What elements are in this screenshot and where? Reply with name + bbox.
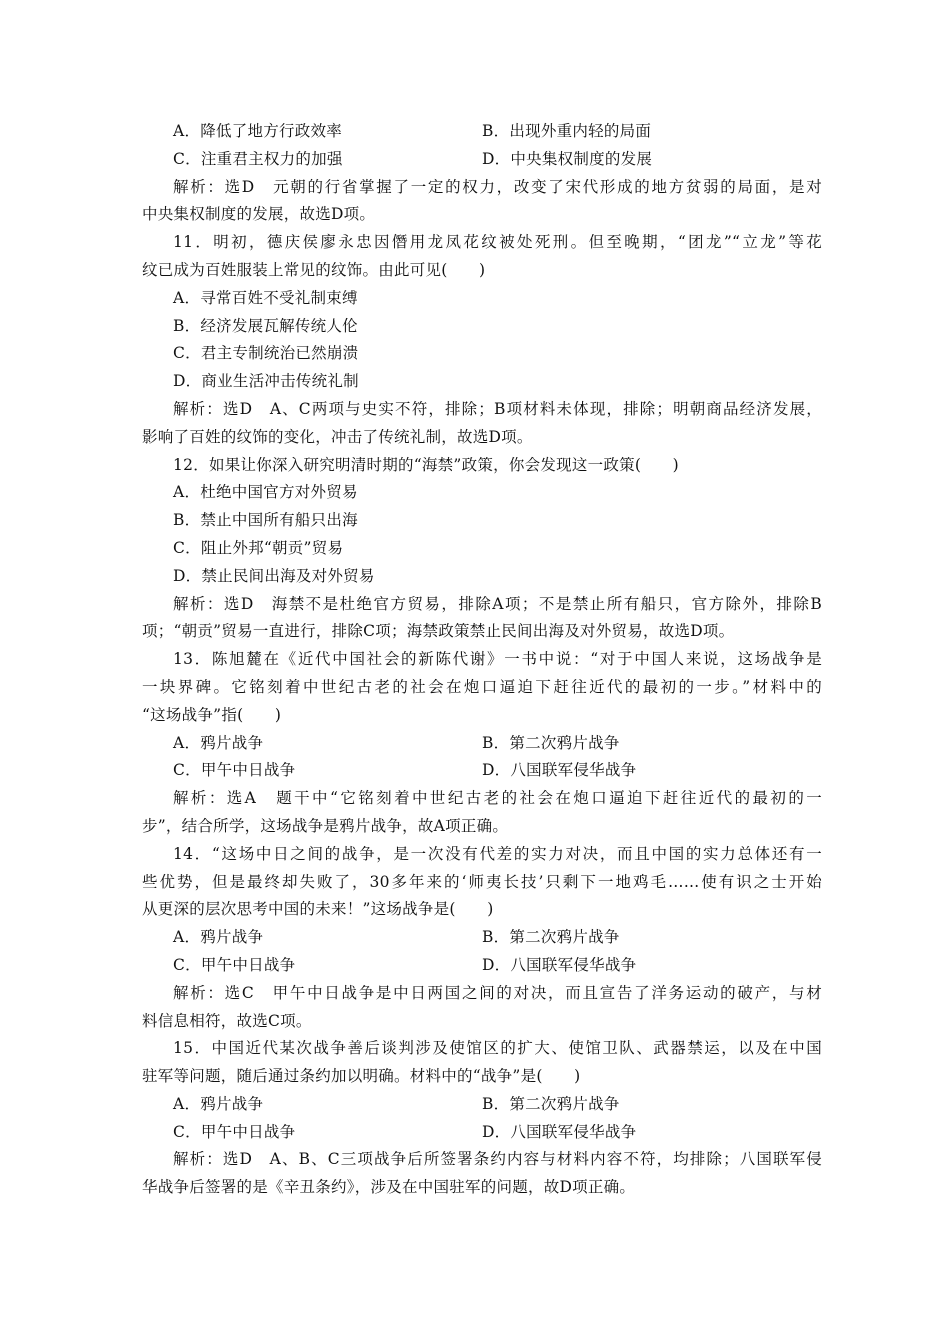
q14-analysis-line-2: 料信息相符，故选C项。 bbox=[142, 1011, 312, 1030]
q15-analysis-line-2: 华战争后签署的是《辛丑条约》，涉及在中国驻军的问题，故D项正确。 bbox=[142, 1178, 636, 1197]
q11-option-b: B．经济发展瓦解传统人伦 bbox=[173, 316, 358, 335]
q14-option-d: D．八国联军侵华战争 bbox=[482, 955, 637, 974]
q13-option-a: A．鸦片战争 bbox=[173, 733, 264, 752]
q15-option-c: C．甲午中日战争 bbox=[173, 1122, 296, 1141]
q14-options-row-2 bbox=[142, 952, 822, 980]
q13-stem-line-1: 13．陈旭麓在《近代中国社会的新陈代谢》一书中说：“对于中国人来说，这场战争是 bbox=[173, 650, 822, 669]
q13-stem-line-3: “这场战争”指( ) bbox=[142, 705, 282, 724]
q10-option-d: D．中央集权制度的发展 bbox=[482, 149, 653, 168]
q13-option-b: B．第二次鸦片战争 bbox=[482, 733, 620, 752]
q12-option-d: D．禁止民间出海及对外贸易 bbox=[173, 566, 375, 585]
q13-option-c: C．甲午中日战争 bbox=[173, 761, 296, 780]
q10-analysis-line-2: 中央集权制度的发展，故选D项。 bbox=[142, 205, 376, 224]
q15-option-a: A．鸦片战争 bbox=[173, 1094, 264, 1113]
q13-analysis-line-2: 步”，结合所学，这场战争是鸦片战争，故A项正确。 bbox=[142, 816, 509, 835]
document-page bbox=[142, 118, 822, 1202]
q12-analysis-line-1: 解析：选D 海禁不是杜绝官方贸易，排除A项；不是禁止所有船只，官方除外，排除B bbox=[173, 594, 822, 613]
q11-option-d: D．商业生活冲击传统礼制 bbox=[173, 372, 359, 391]
q11-analysis-line-1: 解析：选D A、C两项与史实不符，排除；B项材料未体现，排除；明朝商品经济发展， bbox=[173, 399, 822, 418]
q11-stem-line-2: 纹已成为百姓服装上常见的纹饰。由此可见( ) bbox=[142, 260, 486, 279]
q10-option-a: A．降低了地方行政效率 bbox=[173, 122, 342, 140]
q13-stem-line-2: 一块界碑。它铭刻着中世纪古老的社会在炮口逼迫下赶往近代的最初的一步。”材料中的 bbox=[142, 677, 822, 696]
q10-options-row-2 bbox=[142, 146, 822, 174]
q14-stem-line-2: 些优势，但是最终却失败了，30多年来的‘师夷长技’只剩下一地鸡毛……使有识之士开始 bbox=[142, 872, 822, 891]
q14-stem-line-1: 14．“这场中日之间的战争，是一次没有代差的实力对决，而且中国的实力总体还有一 bbox=[173, 844, 822, 863]
q13-options-row-1 bbox=[142, 730, 822, 758]
q12-option-b: B．禁止中国所有船只出海 bbox=[173, 511, 358, 530]
q14-analysis-line-1: 解析：选C 甲午中日战争是中日两国之间的对决，而且宣告了洋务运动的破产，与材 bbox=[173, 983, 822, 1002]
q14-stem-line-3: 从更深的层次思考中国的未来！”这场战争是( ) bbox=[142, 900, 494, 919]
q10-analysis-line-1: 解析：选D 元朝的行省掌握了一定的权力，改变了宋代形成的地方贫弱的局面，是对 bbox=[173, 177, 822, 196]
q15-stem-line-1: 15．中国近代某次战争善后谈判涉及使馆区的扩大、使馆卫队、武器禁运，以及在中国 bbox=[173, 1039, 822, 1058]
q11-option-c: C．君主专制统治已然崩溃 bbox=[173, 344, 359, 363]
q14-option-c: C．甲午中日战争 bbox=[173, 955, 296, 974]
q12-option-c: C．阻止外邦“朝贡”贸易 bbox=[173, 538, 344, 557]
q10-options-row-1 bbox=[142, 118, 822, 146]
q13-analysis-line-1: 解析：选A 题干中“它铭刻着中世纪古老的社会在炮口逼迫下赶往近代的最初的一 bbox=[173, 789, 822, 808]
q11-analysis-line-2: 影响了百姓的纹饰的变化，冲击了传统礼制，故选D项。 bbox=[142, 427, 533, 446]
q14-option-b: B．第二次鸦片战争 bbox=[482, 928, 620, 947]
q11-option-a: A．寻常百姓不受礼制束缚 bbox=[173, 288, 358, 307]
q13-option-d: D．八国联军侵华战争 bbox=[482, 761, 637, 780]
q10-option-b: B．出现外重内轻的局面 bbox=[482, 122, 652, 140]
q15-options-row-2 bbox=[142, 1119, 822, 1147]
q12-option-a: A．杜绝中国官方对外贸易 bbox=[173, 483, 358, 502]
q12-stem-line-1: 12．如果让你深入研究明清时期的“海禁”政策，你会发现这一政策( ) bbox=[173, 455, 679, 474]
q14-option-a: A．鸦片战争 bbox=[173, 928, 264, 947]
q15-options-row-1 bbox=[142, 1091, 822, 1119]
q12-analysis-line-2: 项；“朝贡”贸易一直进行，排除C项；海禁政策禁止民间出海及对外贸易，故选D项。 bbox=[142, 622, 735, 641]
q15-option-b: B．第二次鸦片战争 bbox=[482, 1094, 620, 1113]
q14-options-row-1 bbox=[142, 924, 822, 952]
q15-analysis-line-1: 解析：选D A、B、C三项战争后所签署条约内容与材料内容不符，均排除；八国联军侵 bbox=[173, 1150, 822, 1169]
q15-option-d: D．八国联军侵华战争 bbox=[482, 1122, 637, 1141]
q10-option-c: C．注重君主权力的加强 bbox=[173, 149, 343, 168]
q15-stem-line-2: 驻军等问题，随后通过条约加以明确。材料中的“战争”是( ) bbox=[142, 1067, 581, 1086]
q13-options-row-2 bbox=[142, 757, 822, 785]
q11-stem-line-1: 11．明初，德庆侯廖永忠因僭用龙凤花纹被处死刑。但至晚期，“团龙”“立龙”等花 bbox=[173, 233, 822, 252]
